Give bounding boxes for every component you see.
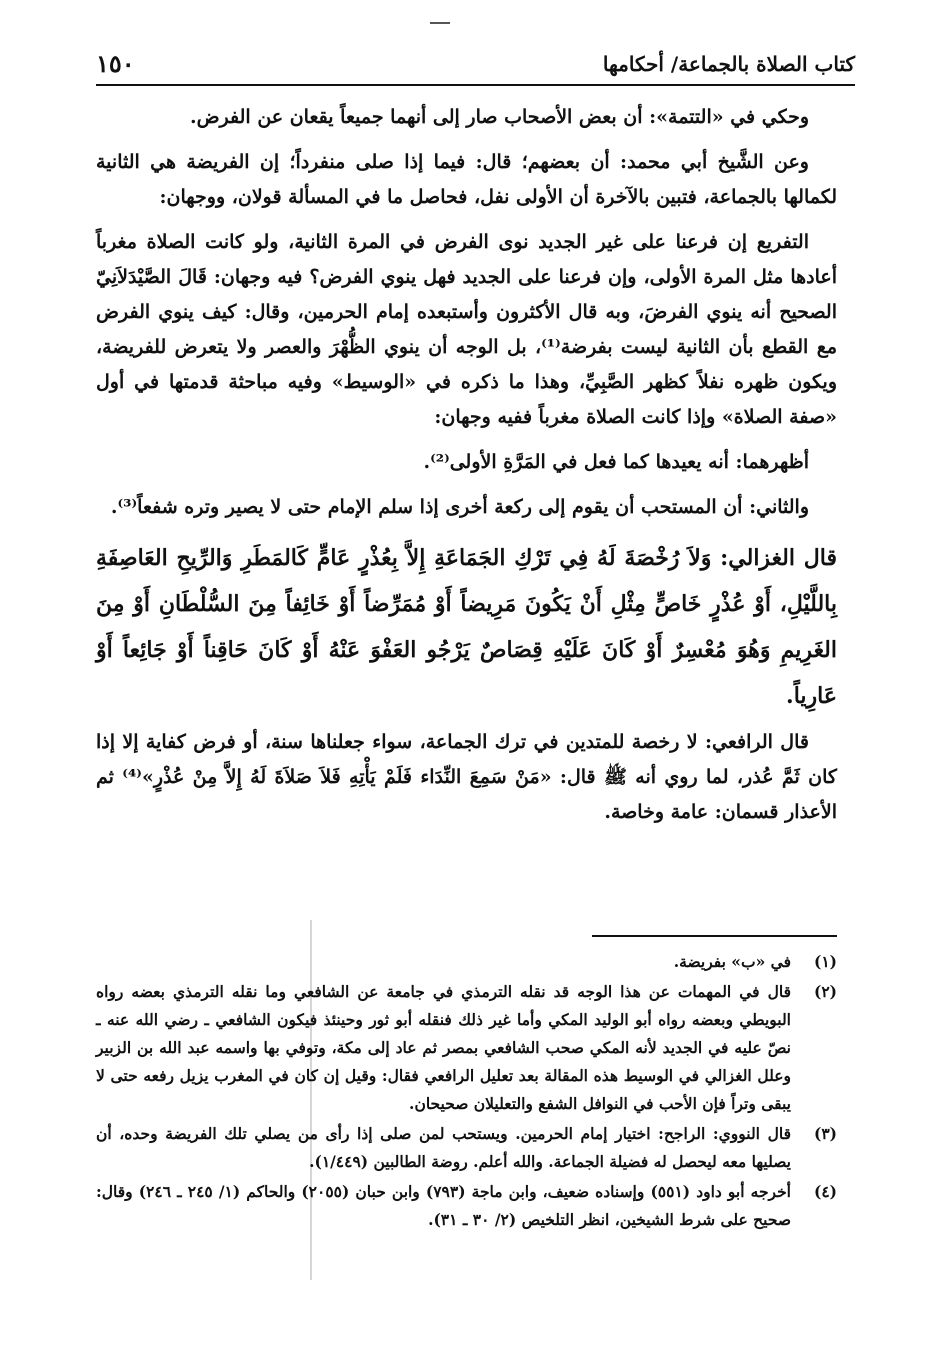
footnote-item [96,1178,837,1234]
footnote-item [96,948,837,976]
lead-azharuhuma: أظهرهما: [735,451,809,473]
paragraph-tatimma: وحكي في «التتمة»: أن بعض الأصحاب صار إلى أنهما جميعاً يقعان عن الفرض. [189,106,809,128]
footnote-text: قال في المهمات عن هذا الوجه قد نقله الترمذي في جامعة عن الشافعي وما نقله الترمذي بعضه رواه البويطي وبعضه رواه أبو الوليد المكي وأما غير ذلك فنقله أبو ثور وحينئذ فيكون الشافعي ـ رضي الله عنه ـ نصّ عليه في الجديد لأنه المكي صحب الشافعي بمصر ثم عاد إلى مكة، وتوفي بها واسمه عبد الله بن الزبير وعلل الغزالي في الوسيط هذه المقالة بعد تعليل الرافعي فقال: وقيل إن كان في المغرب يزيل رفعه حتى لا يبقى وتراً فإن الأحب في النوافل الشفع والتعليلان صحيحان. [96,982,791,1113]
footnote-number: (٤) [813,1182,837,1201]
text-ghazali: وَلاَ رُخْصَةَ لَهُ فِي تَرْكِ الجَمَاعَةِ إِلاَّ بِعُذْرٍ عَامٍّ كَالمَطَرِ وَالرِّيحِ العَاصِفَةِ بِاللَّيْلِ، أَوْ عُذْرٍ خَاصٍّ مِثْلِ أَنْ يَكُونَ مَرِيضاً أَوْ مُمَرِّضاً أَوْ خَائِفاً مِنَ السُّلْطَانِ أَوْ مِنَ الغَرِيمِ وَهُوَ مُعْسِرٌ أَوْ كَانَ عَلَيْهِ قِصَاصٌ يَرْجُو العَفْوَ عَنْهُ أَوْ كَانَ حَاقِناً أَوْ جَائِعاً أَوْ عَارِياً. [96,545,837,709]
page-header [96,40,855,86]
footnote-text: أخرجه أبو داود (٥٥١) وإسناده ضعيف، وابن ماجة (٧٩٣) وابن حبان (٢٠٥٥) والحاكم (١/ ٢٤٥ ـ ٢٤٦) وقال: صحيح على شرط الشيخين، انظر التلخيص (٢/ ٣٠ ـ ٣١). [96,1182,791,1229]
footnote-separator [592,935,837,937]
paragraph-thani [96,490,837,525]
text-azharuhuma: أنه يعيدها كما فعل في المَرَّةِ الأولى⁽²⁾. [423,451,729,473]
footnote-number: (٢) [813,982,837,1001]
footnote-number: (١) [813,952,837,971]
paragraph-abu-muhammad: وعن الشَّيخ أبي محمد: أن بعضهم؛ قال: فيما إذا صلى منفرداً؛ إن الفريضة هي الثانية لكمالها بالجماعة، فتبين بالآخرة أن الأولى نفل، فحاصل ما في المسألة قولان، ووجهان: [96,151,837,208]
top-crop-mark [430,22,450,24]
page-number: ١٥٠ [96,49,135,78]
footnote-text: في «ب» بفريضة. [673,952,791,971]
footnotes [96,948,837,1236]
paragraph-azharuhuma [96,445,837,480]
paragraph-tafri: التفريع إن فرعنا على غير الجديد نوى الفرض في المرة الثانية، ولو كانت الصلاة مغرباً أعادها مثل المرة الأولى، وإن فرعنا على الجديد فهل ينوي الفرض؟ فيه وجهان: قَالَ الصَّيْدَلاَنِيّ الصحيح أنه ينوي الفرضَ، وبه قال الأكثرون وأستبعده إمام الحرمين، وقال: كيف ينوي الفرض مع القطع بأن الثانية ليست بفرضة⁽¹⁾، بل الوجه أن ينوي الظُّهْرَ والعصر ولا يتعرض للفريضة، ويكون ظهره نفلاً كظهر الصَّبِيِّ، وهذا ما ذكره في «الوسيط» وفيه مباحثة قدمتها في أول «صفة الصلاة» وإذا كانت الصلاة مغرباً ففيه وجهان: [96,231,837,428]
footnote-item [96,1120,837,1176]
footnote-number: (٣) [813,1124,837,1143]
text-thani: أن المستحب أن يقوم إلى ركعة أخرى إذا سلم الإمام حتى لا يصير وتره شفعاً⁽³⁾. [110,496,743,518]
lead-thani: والثاني: [749,496,809,518]
paragraph-ghazali [96,535,837,719]
footnote-item [96,978,837,1118]
running-title: كتاب الصلاة بالجماعة/ أحكامها [602,52,855,76]
paragraph-rafii: قال الرافعي: لا رخصة للمتدين في ترك الجماعة، سواء جعلناها سنة، أو فرض كفاية إلا إذا كان ثَمَّ عُذر، لما روي أنه ﷺ قال: «مَنْ سَمِعَ النِّدَاء فَلَمْ يَأْتِهِ فَلاَ صَلاَةَ لَهُ إِلاَّ مِنْ عُذْرٍ»⁽⁴⁾ ثم الأعذار قسمان: عامة وخاصة. [96,731,837,823]
footnote-text: قال النووي: الراجح: اختيار إمام الحرمين. ويستحب لمن صلى إذا رأى من يصلي تلك الفريضة وحده، أن يصليها معه ليحصل له فضيلة الجماعة. والله أعلم. روضة الطالبين (١/٤٤٩). [96,1124,791,1171]
main-text [96,100,837,840]
lead-ghazali: قال الغزالي: [720,545,837,571]
